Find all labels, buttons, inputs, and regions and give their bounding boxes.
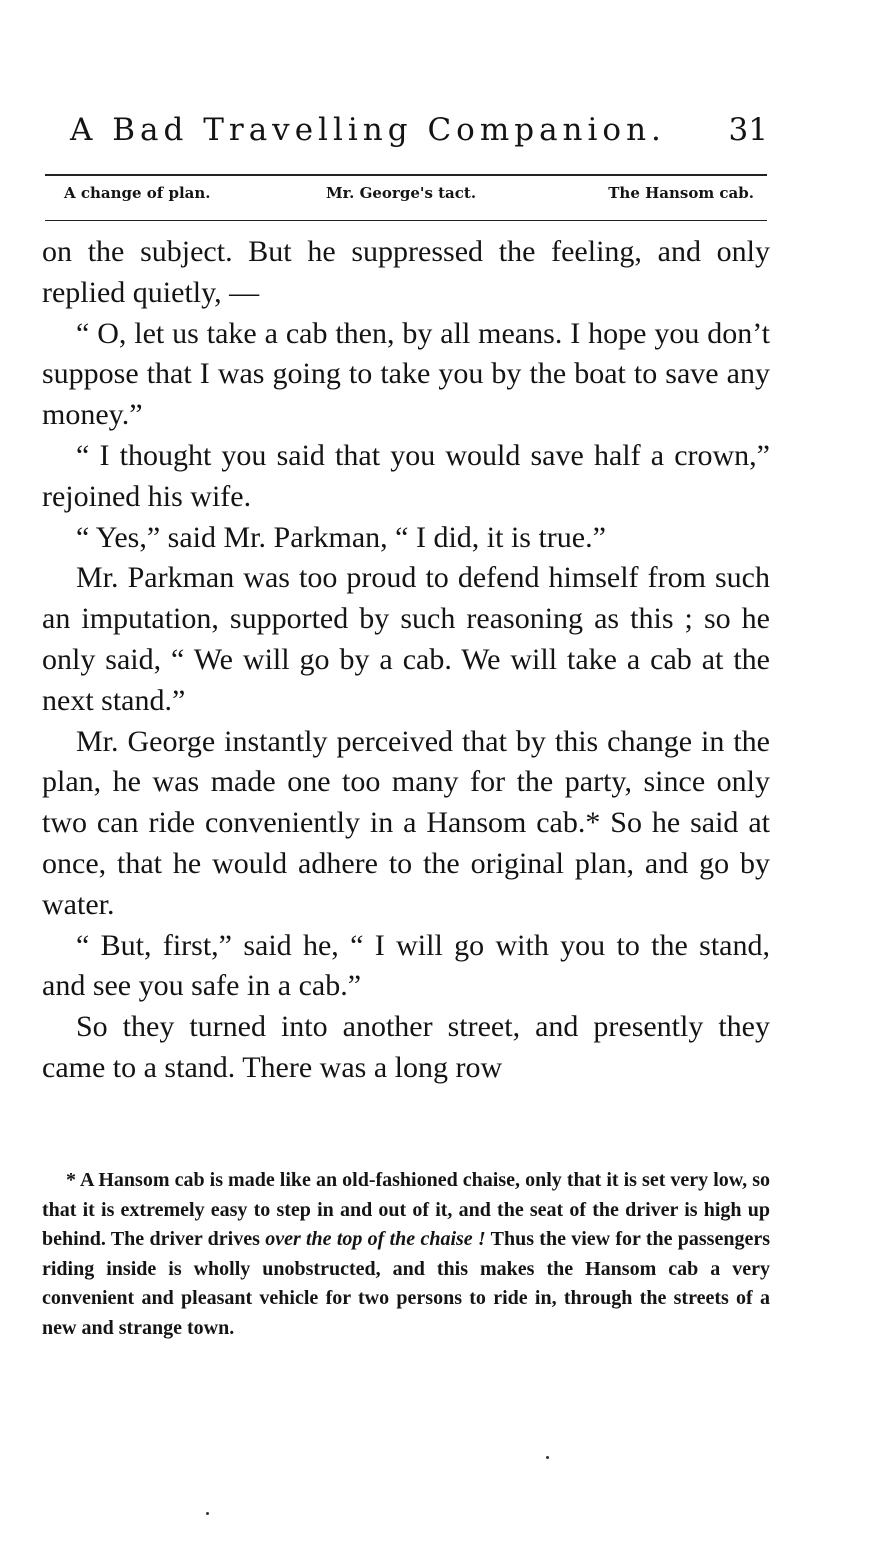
running-title: A Bad Travelling Companion. — [70, 112, 666, 148]
header-rule-bottom — [45, 220, 767, 221]
page-number: 31 — [728, 112, 768, 148]
paragraph: “ But, first,” said he, “ I will go with you to the stand, and see you safe in a cab.” — [42, 928, 770, 1003]
footnote-text-start: * A Hansom cab is made like an old-fashioned chaise, only that it is set very low, so that it is extremely easy to step in and out of it, and the seat of the driver is high up behind. The driver drives — [42, 1169, 770, 1250]
paragraph: Mr. Parkman was too proud to defend himself from such an imputation, supported by such reasoning as this ; so he only said, “ We will go by a cab. We will take a cab at the next stand.” — [42, 561, 770, 717]
footnote-text-end: Thus the view for the passengers riding inside is wholly unobstructed, and this makes the Hansom cab a very convenient and pleasant vehicle for two persons to ride in, through the streets of a new and strange town. — [42, 1228, 770, 1339]
footnote — [42, 1166, 770, 1343]
paragraph: So they turned into another street, and presently they came to a stand. There was a long row — [42, 1010, 770, 1084]
sidenote-georges-tact: Mr. George's tact. — [326, 184, 477, 202]
paragraph: “ I thought you said that you would save half a crown,” rejoined his wife. — [42, 438, 770, 513]
scan-speck — [546, 1456, 549, 1459]
paragraph: on the subject. But he suppressed the feeling, and only replied quietly, — — [42, 235, 770, 309]
scan-speck — [206, 1512, 209, 1515]
footnote-italic-text: over the top of the chaise ! — [265, 1228, 486, 1250]
sidenote-change-of-plan: A change of plan. — [64, 184, 211, 202]
paragraph: “ Yes,” said Mr. Parkman, “ I did, it is true.” — [76, 520, 606, 554]
paragraph: Mr. George instantly perceived that by this change in the plan, he was made one too many for the party, since only two can ride conveniently in a Hansom cab.* So he said at once, that he would adhere to the original plan, and go by water. — [42, 724, 770, 921]
sidenote-hansom-cab: The Hansom cab. — [608, 184, 754, 202]
running-head — [70, 112, 768, 156]
header-rule-top — [45, 174, 767, 176]
body-text — [42, 232, 770, 1089]
paragraph: “ O, let us take a cab then, by all means. I hope you don’t suppose that I was going to take you by the boat to save any money.” — [42, 316, 770, 432]
